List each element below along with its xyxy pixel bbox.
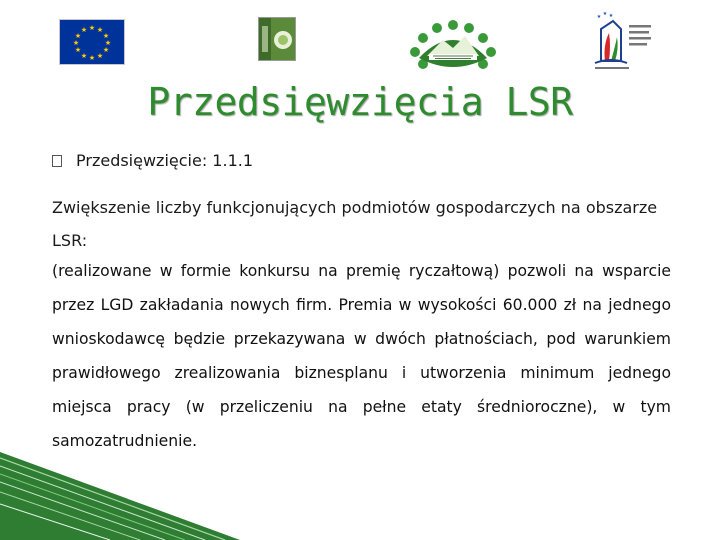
- svg-text:★: ★: [88, 54, 96, 62]
- svg-text:★: ★: [74, 32, 82, 40]
- svg-text:★: ★: [80, 26, 88, 34]
- svg-text:★: ★: [104, 39, 112, 47]
- svg-text:★: ★: [102, 46, 110, 54]
- bullet-item: [52, 151, 253, 170]
- svg-text:★: ★: [102, 32, 110, 40]
- corner-swoosh-decoration: [0, 452, 240, 540]
- slide-title: Przedsięwzięcia LSR: [147, 80, 573, 124]
- svg-text:★: ★: [80, 52, 88, 60]
- leader-logo-icon: [258, 17, 296, 61]
- svg-text:★: ★: [96, 26, 104, 34]
- eu-flag-icon: [59, 19, 125, 65]
- bullet-label: Przedsięwzięcie: 1.1.1: [76, 151, 254, 170]
- svg-text:★: ★: [88, 24, 96, 32]
- empty-square-bullet-icon: [52, 155, 62, 167]
- lgd-logo-icon: [407, 18, 499, 74]
- svg-text:★: ★: [608, 13, 614, 19]
- svg-text:★: ★: [596, 14, 602, 20]
- prow-logo-icon: [587, 11, 667, 73]
- body-paragraph: (realizowane w formie konkursu na premię ryczałtową) pozwoli na wsparcie przez LGD zakładania nowych firm. Premia w wysokości 60.000 zł na jednego wnioskodawcę będzie przekazywana w dwóch płatnościach, pod warunkiem prawidłowego zrealizowania biznesplanu i utworzenia minimum jednego miejsca pracy (w przeliczeniu na pełne etaty średnioroczne), w tym samozatrudnienie.: [52, 262, 671, 450]
- svg-text:★: ★: [72, 39, 80, 47]
- svg-text:★: ★: [74, 46, 82, 54]
- svg-text:★: ★: [602, 11, 608, 17]
- svg-text:★: ★: [96, 52, 104, 60]
- section-heading: Zwiększenie liczby funkcjonujących podmiotów gospodarczych na obszarze LSR:: [52, 198, 658, 250]
